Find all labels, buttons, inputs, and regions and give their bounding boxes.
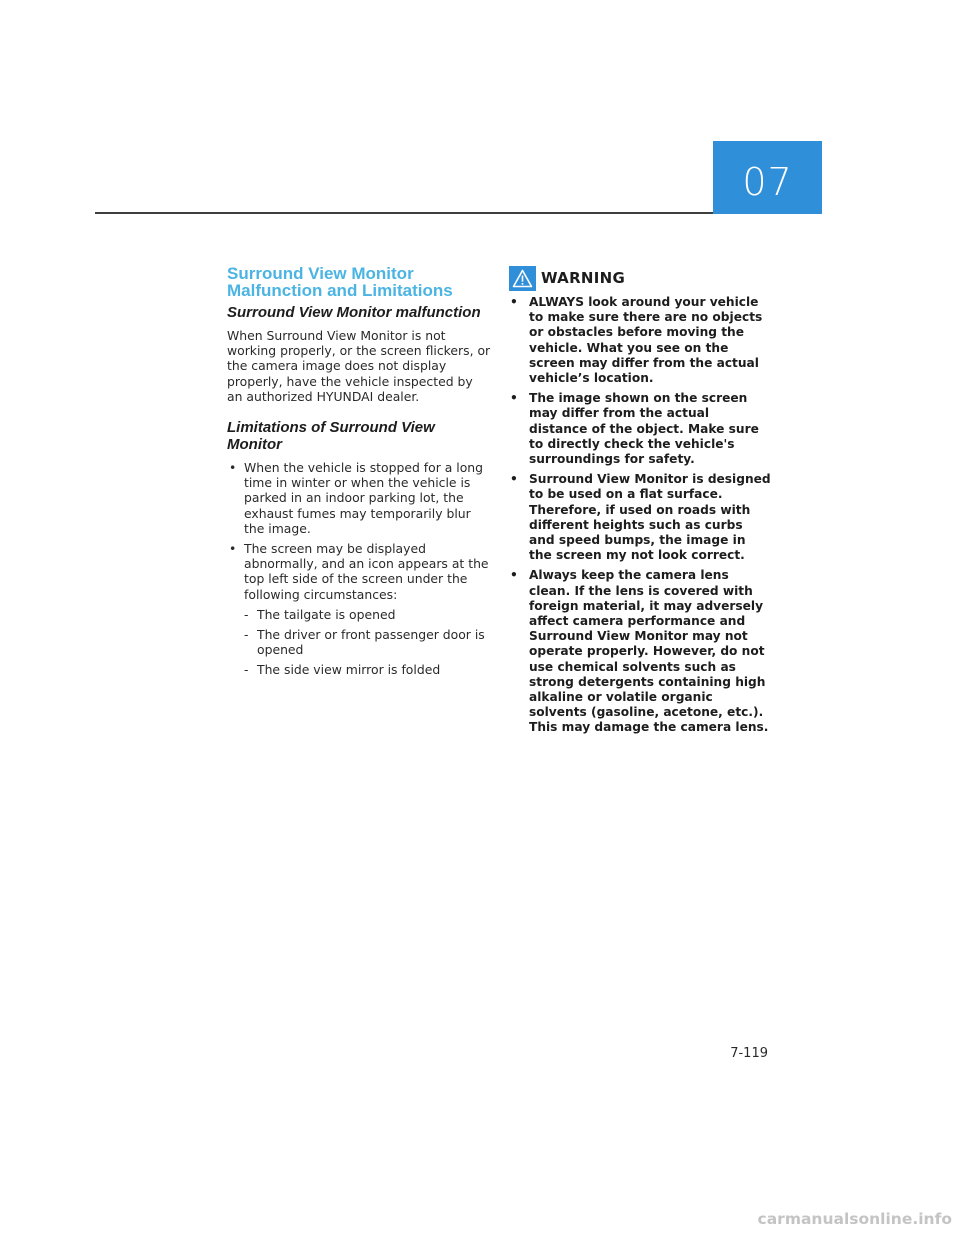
- circumstance-text: The tailgate is opened: [257, 606, 396, 622]
- list-item: [509, 295, 771, 386]
- section-title-line1: Surround View Monitor: [227, 264, 414, 283]
- warning-header: [509, 265, 771, 291]
- warning-list: [509, 295, 771, 736]
- warning-triangle-icon: [509, 266, 536, 291]
- dash-icon: -: [244, 662, 249, 678]
- warning-label: WARNING: [541, 269, 626, 287]
- bullet-icon: •: [510, 568, 518, 583]
- bullet-icon: •: [510, 295, 518, 309]
- list-item: [244, 627, 492, 657]
- circumstance-text: The driver or front passenger door is opened: [257, 627, 485, 658]
- warning-text: The image shown on the screen may differ from the actual distance of the object. Make sure to directly check the vehicle's surroundings for safety.: [529, 391, 759, 467]
- header-divider: [95, 212, 713, 214]
- bullet-icon: •: [510, 472, 518, 487]
- list-item: [244, 607, 492, 622]
- left-column: [227, 265, 492, 683]
- dash-icon: -: [244, 606, 249, 622]
- bullet-icon: •: [229, 541, 237, 557]
- list-item: [227, 460, 492, 536]
- limitations-title: Limitations of Surround View Monitor: [227, 419, 435, 454]
- warning-text: Surround View Monitor is designed to be used on a flat surface. Therefore, if used on roads with different heights such as curbs and speed bumps, the image in the screen my not look correct.: [529, 472, 771, 563]
- list-item: [244, 662, 492, 677]
- bullet-icon: •: [229, 460, 237, 476]
- list-item: [509, 472, 771, 563]
- circumstance-text: The side view mirror is folded: [257, 662, 441, 678]
- warning-text: ALWAYS look around your vehicle to make sure there are no objects or obstacles before moving the vehicle. What you see on the screen may differ from the actual vehicle’s location.: [529, 295, 763, 386]
- list-item: [509, 568, 771, 735]
- page-number: 7-119: [730, 1046, 768, 1061]
- limitations-list: [227, 460, 492, 678]
- circumstances-list: [244, 607, 492, 678]
- list-item: [227, 541, 492, 678]
- bullet-icon: •: [510, 391, 518, 406]
- chapter-tab: [713, 141, 822, 214]
- list-item: [509, 391, 771, 467]
- section-title: [227, 265, 492, 299]
- warning-box: [509, 265, 771, 741]
- chapter-number: 07: [742, 159, 793, 204]
- section-title-line2: Malfunction and Limitations: [227, 281, 453, 300]
- watermark: carmanualsonline.info: [757, 1210, 952, 1228]
- malfunction-body: When Surround View Monitor is not working properly, or the screen flickers, or the camera image does not display properly, have the vehicle inspected by an authorized HYUNDAI dealer.: [227, 328, 491, 404]
- limitation-text: The screen may be displayed abnormally, and an icon appears at the top left side of the screen under the following circumstances:: [244, 541, 489, 602]
- limitation-text: When the vehicle is stopped for a long time in winter or when the vehicle is parked in an indoor parking lot, the exhaust fumes may temporarily blur the image.: [244, 460, 483, 536]
- malfunction-title: Surround View Monitor malfunction: [227, 304, 481, 321]
- warning-text: Always keep the camera lens clean. If the lens is covered with foreign material, it may adversely affect camera performance and Surround View Monitor may not operate properly. However, do not use chemical solvents such as strong detergents containing high alkaline or volatile organic solvents (gasoline, acetone, etc.). This may damage the camera lens.: [529, 568, 769, 735]
- dash-icon: -: [244, 627, 249, 643]
